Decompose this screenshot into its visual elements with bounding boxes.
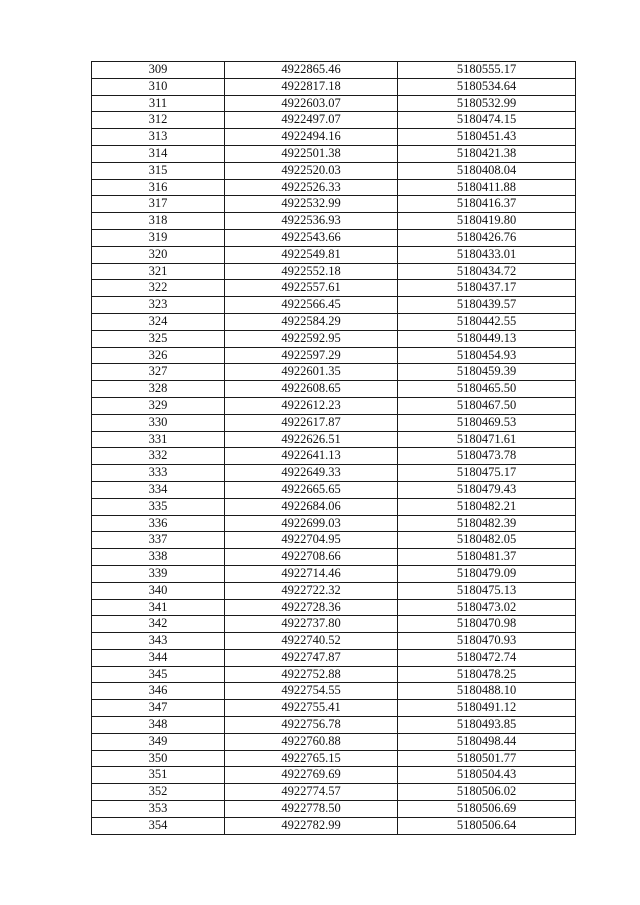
point-number-cell: 331 [92, 431, 225, 448]
x-coordinate-cell: 4922532.99 [225, 196, 398, 213]
point-number-cell: 314 [92, 145, 225, 162]
x-coordinate-cell: 4922552.18 [225, 263, 398, 280]
table-row [92, 381, 576, 398]
x-coordinate-cell: 4922601.35 [225, 364, 398, 381]
point-number-cell: 319 [92, 229, 225, 246]
table-row [92, 297, 576, 314]
y-coordinate-cell: 5180467.50 [398, 397, 576, 414]
x-coordinate-cell: 4922708.66 [225, 549, 398, 566]
point-number-cell: 330 [92, 414, 225, 431]
table-row [92, 229, 576, 246]
point-number-cell: 342 [92, 616, 225, 633]
x-coordinate-cell: 4922774.57 [225, 784, 398, 801]
table-row [92, 129, 576, 146]
table-row [92, 330, 576, 347]
table-row [92, 347, 576, 364]
y-coordinate-cell: 5180493.85 [398, 717, 576, 734]
table-row [92, 481, 576, 498]
x-coordinate-cell: 4922617.87 [225, 414, 398, 431]
point-number-cell: 316 [92, 179, 225, 196]
x-coordinate-cell: 4922754.55 [225, 683, 398, 700]
table-row [92, 364, 576, 381]
table-row [92, 397, 576, 414]
y-coordinate-cell: 5180479.09 [398, 565, 576, 582]
table-row [92, 616, 576, 633]
table-row [92, 633, 576, 650]
x-coordinate-cell: 4922665.65 [225, 481, 398, 498]
point-number-cell: 345 [92, 666, 225, 683]
y-coordinate-cell: 5180488.10 [398, 683, 576, 700]
y-coordinate-cell: 5180408.04 [398, 162, 576, 179]
y-coordinate-cell: 5180471.61 [398, 431, 576, 448]
x-coordinate-cell: 4922641.13 [225, 448, 398, 465]
point-number-cell: 329 [92, 397, 225, 414]
x-coordinate-cell: 4922747.87 [225, 649, 398, 666]
table-row [92, 62, 576, 79]
table-row [92, 465, 576, 482]
table-row [92, 700, 576, 717]
y-coordinate-cell: 5180482.21 [398, 498, 576, 515]
x-coordinate-cell: 4922817.18 [225, 78, 398, 95]
x-coordinate-cell: 4922737.80 [225, 616, 398, 633]
table-row [92, 549, 576, 566]
y-coordinate-cell: 5180478.25 [398, 666, 576, 683]
y-coordinate-cell: 5180555.17 [398, 62, 576, 79]
x-coordinate-cell: 4922752.88 [225, 666, 398, 683]
x-coordinate-cell: 4922865.46 [225, 62, 398, 79]
table-row [92, 817, 576, 834]
point-number-cell: 350 [92, 750, 225, 767]
x-coordinate-cell: 4922497.07 [225, 112, 398, 129]
y-coordinate-cell: 5180472.74 [398, 649, 576, 666]
point-number-cell: 315 [92, 162, 225, 179]
x-coordinate-cell: 4922728.36 [225, 599, 398, 616]
x-coordinate-cell: 4922536.93 [225, 213, 398, 230]
x-coordinate-cell: 4922549.81 [225, 246, 398, 263]
table-row [92, 112, 576, 129]
y-coordinate-cell: 5180434.72 [398, 263, 576, 280]
x-coordinate-cell: 4922494.16 [225, 129, 398, 146]
y-coordinate-cell: 5180474.15 [398, 112, 576, 129]
point-number-cell: 320 [92, 246, 225, 263]
table-row [92, 649, 576, 666]
table-row [92, 666, 576, 683]
x-coordinate-cell: 4922626.51 [225, 431, 398, 448]
y-coordinate-cell: 5180419.80 [398, 213, 576, 230]
point-number-cell: 327 [92, 364, 225, 381]
table-row [92, 582, 576, 599]
x-coordinate-cell: 4922501.38 [225, 145, 398, 162]
y-coordinate-cell: 5180479.43 [398, 481, 576, 498]
x-coordinate-cell: 4922722.32 [225, 582, 398, 599]
point-number-cell: 325 [92, 330, 225, 347]
point-number-cell: 354 [92, 817, 225, 834]
x-coordinate-cell: 4922543.66 [225, 229, 398, 246]
y-coordinate-cell: 5180481.37 [398, 549, 576, 566]
table-row [92, 532, 576, 549]
x-coordinate-cell: 4922592.95 [225, 330, 398, 347]
y-coordinate-cell: 5180473.02 [398, 599, 576, 616]
point-number-cell: 353 [92, 801, 225, 818]
point-number-cell: 321 [92, 263, 225, 280]
point-number-cell: 348 [92, 717, 225, 734]
y-coordinate-cell: 5180465.50 [398, 381, 576, 398]
x-coordinate-cell: 4922526.33 [225, 179, 398, 196]
y-coordinate-cell: 5180501.77 [398, 750, 576, 767]
table-row [92, 733, 576, 750]
table-row [92, 213, 576, 230]
table-row [92, 599, 576, 616]
point-number-cell: 317 [92, 196, 225, 213]
table-row [92, 801, 576, 818]
x-coordinate-cell: 4922714.46 [225, 565, 398, 582]
x-coordinate-cell: 4922782.99 [225, 817, 398, 834]
x-coordinate-cell: 4922597.29 [225, 347, 398, 364]
table-row [92, 717, 576, 734]
x-coordinate-cell: 4922760.88 [225, 733, 398, 750]
y-coordinate-cell: 5180504.43 [398, 767, 576, 784]
point-number-cell: 332 [92, 448, 225, 465]
point-number-cell: 313 [92, 129, 225, 146]
y-coordinate-cell: 5180506.02 [398, 784, 576, 801]
table-row [92, 750, 576, 767]
point-number-cell: 343 [92, 633, 225, 650]
table-row [92, 280, 576, 297]
point-number-cell: 312 [92, 112, 225, 129]
point-number-cell: 310 [92, 78, 225, 95]
x-coordinate-cell: 4922566.45 [225, 297, 398, 314]
x-coordinate-cell: 4922649.33 [225, 465, 398, 482]
y-coordinate-cell: 5180411.88 [398, 179, 576, 196]
table-row [92, 767, 576, 784]
point-number-cell: 311 [92, 95, 225, 112]
point-number-cell: 341 [92, 599, 225, 616]
x-coordinate-cell: 4922756.78 [225, 717, 398, 734]
point-number-cell: 347 [92, 700, 225, 717]
y-coordinate-cell: 5180482.05 [398, 532, 576, 549]
coordinates-table-body [92, 62, 576, 835]
y-coordinate-cell: 5180491.12 [398, 700, 576, 717]
x-coordinate-cell: 4922740.52 [225, 633, 398, 650]
y-coordinate-cell: 5180470.98 [398, 616, 576, 633]
x-coordinate-cell: 4922603.07 [225, 95, 398, 112]
point-number-cell: 334 [92, 481, 225, 498]
y-coordinate-cell: 5180506.64 [398, 817, 576, 834]
x-coordinate-cell: 4922755.41 [225, 700, 398, 717]
x-coordinate-cell: 4922699.03 [225, 515, 398, 532]
y-coordinate-cell: 5180426.76 [398, 229, 576, 246]
point-number-cell: 333 [92, 465, 225, 482]
x-coordinate-cell: 4922612.23 [225, 397, 398, 414]
y-coordinate-cell: 5180498.44 [398, 733, 576, 750]
point-number-cell: 349 [92, 733, 225, 750]
y-coordinate-cell: 5180475.13 [398, 582, 576, 599]
table-row [92, 196, 576, 213]
x-coordinate-cell: 4922769.69 [225, 767, 398, 784]
point-number-cell: 328 [92, 381, 225, 398]
y-coordinate-cell: 5180442.55 [398, 313, 576, 330]
y-coordinate-cell: 5180459.39 [398, 364, 576, 381]
point-number-cell: 318 [92, 213, 225, 230]
point-number-cell: 340 [92, 582, 225, 599]
table-row [92, 263, 576, 280]
point-number-cell: 338 [92, 549, 225, 566]
x-coordinate-cell: 4922520.03 [225, 162, 398, 179]
table-row [92, 162, 576, 179]
y-coordinate-cell: 5180473.78 [398, 448, 576, 465]
table-row [92, 313, 576, 330]
x-coordinate-cell: 4922584.29 [225, 313, 398, 330]
table-row [92, 78, 576, 95]
y-coordinate-cell: 5180470.93 [398, 633, 576, 650]
table-row [92, 498, 576, 515]
x-coordinate-cell: 4922778.50 [225, 801, 398, 818]
point-number-cell: 352 [92, 784, 225, 801]
y-coordinate-cell: 5180534.64 [398, 78, 576, 95]
y-coordinate-cell: 5180449.13 [398, 330, 576, 347]
point-number-cell: 339 [92, 565, 225, 582]
point-number-cell: 335 [92, 498, 225, 515]
point-number-cell: 324 [92, 313, 225, 330]
table-row [92, 448, 576, 465]
point-number-cell: 344 [92, 649, 225, 666]
y-coordinate-cell: 5180451.43 [398, 129, 576, 146]
table-row [92, 515, 576, 532]
point-number-cell: 309 [92, 62, 225, 79]
table-row [92, 145, 576, 162]
point-number-cell: 326 [92, 347, 225, 364]
table-row [92, 431, 576, 448]
table-row [92, 683, 576, 700]
y-coordinate-cell: 5180475.17 [398, 465, 576, 482]
y-coordinate-cell: 5180469.53 [398, 414, 576, 431]
point-number-cell: 337 [92, 532, 225, 549]
table-row [92, 246, 576, 263]
table-row [92, 179, 576, 196]
x-coordinate-cell: 4922608.65 [225, 381, 398, 398]
point-number-cell: 346 [92, 683, 225, 700]
x-coordinate-cell: 4922557.61 [225, 280, 398, 297]
x-coordinate-cell: 4922765.15 [225, 750, 398, 767]
table-row [92, 565, 576, 582]
y-coordinate-cell: 5180506.69 [398, 801, 576, 818]
y-coordinate-cell: 5180433.01 [398, 246, 576, 263]
table-row [92, 95, 576, 112]
table-row [92, 414, 576, 431]
table-row [92, 784, 576, 801]
y-coordinate-cell: 5180482.39 [398, 515, 576, 532]
y-coordinate-cell: 5180439.57 [398, 297, 576, 314]
x-coordinate-cell: 4922684.06 [225, 498, 398, 515]
y-coordinate-cell: 5180437.17 [398, 280, 576, 297]
point-number-cell: 322 [92, 280, 225, 297]
coordinates-table [91, 61, 576, 835]
y-coordinate-cell: 5180454.93 [398, 347, 576, 364]
point-number-cell: 323 [92, 297, 225, 314]
x-coordinate-cell: 4922704.95 [225, 532, 398, 549]
y-coordinate-cell: 5180416.37 [398, 196, 576, 213]
point-number-cell: 351 [92, 767, 225, 784]
point-number-cell: 336 [92, 515, 225, 532]
y-coordinate-cell: 5180532.99 [398, 95, 576, 112]
y-coordinate-cell: 5180421.38 [398, 145, 576, 162]
